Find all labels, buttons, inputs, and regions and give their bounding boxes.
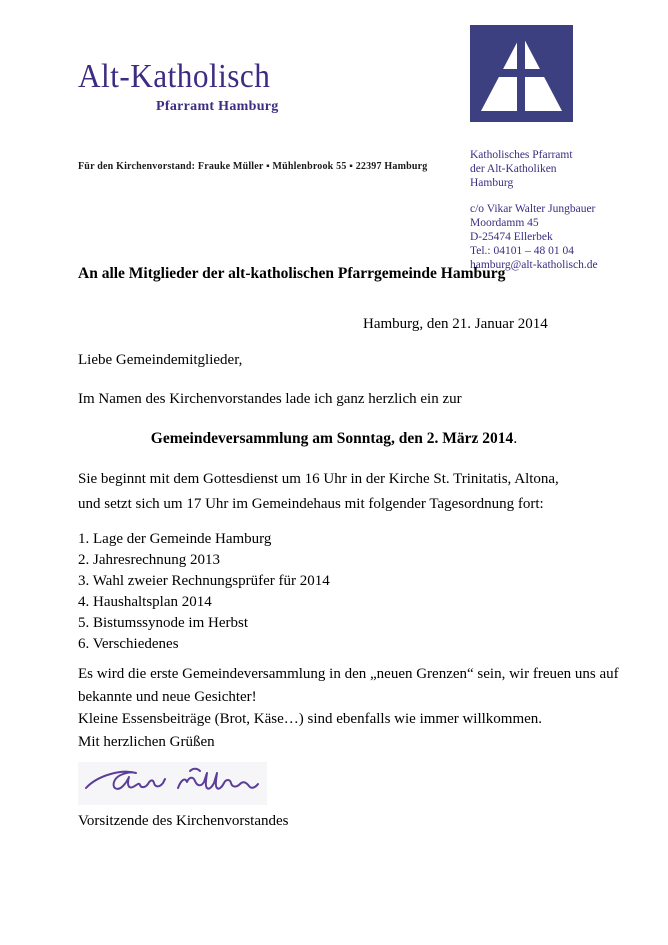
agenda-item: 1. Lage der Gemeinde Hamburg (78, 531, 272, 547)
body-line: bekannte und neue Gesichter! (78, 688, 257, 705)
office-name-line: der Alt-Katholiken (470, 163, 557, 175)
date-line: Hamburg, den 21. Januar 2014 (363, 316, 548, 332)
agenda-item: 6. Verschiedenes (78, 636, 179, 652)
office-name-line: Hamburg (470, 177, 514, 189)
office-email: hamburg@alt-katholisch.de (470, 259, 598, 271)
agenda-item: 5. Bistumssynode im Herbst (78, 615, 249, 631)
office-contact-group (470, 202, 645, 272)
sender-return-address: Für den Kirchenvorstand: Frauke Müller ▪ Mühlenbrook 55 ▪ 22397 Hamburg (78, 161, 428, 172)
agenda-item: 3. Wahl zweier Rechnungsprüfer für 2014 (78, 573, 330, 589)
office-street: Moordamm 45 (470, 217, 539, 229)
brand-subtitle: Pfarramt Hamburg (156, 99, 279, 114)
intro-line: Im Namen des Kirchenvorstandes lade ich ganz herzlich ein zur (78, 391, 462, 407)
office-name-line: Katholisches Pfarramt (470, 149, 573, 161)
recipient-line: An alle Mitglieder der alt-katholischen Pfarrgemeinde Hamburg (78, 265, 506, 282)
salutation: Liebe Gemeindemitglieder, (78, 352, 243, 368)
brand-title: Alt-Katholisch (78, 58, 271, 95)
signoff-role: Vorsitzende des Kirchenvorstandes (78, 813, 289, 829)
body-line: Sie beginnt mit dem Gottesdienst um 16 Uhr in der Kirche St. Trinitatis, Altona, (78, 471, 559, 487)
office-contact-person: c/o Vikar Walter Jungbauer (470, 203, 596, 215)
signature-image (78, 762, 267, 805)
meeting-headline-text: Gemeindeversammlung am Sonntag, den 2. März 2014 (150, 430, 514, 447)
meeting-headline (78, 430, 590, 448)
closing-greeting: Mit herzlichen Grüßen (78, 733, 215, 750)
office-name-group (470, 148, 645, 190)
body-paragraph-2 (78, 663, 619, 753)
body-paragraph-1 (78, 467, 559, 517)
body-line: Es wird die erste Gemeindeversammlung in den „neuen Grenzen“ sein, wir freuen uns auf (78, 666, 619, 682)
triangle-cross-logo-icon (470, 25, 573, 122)
office-city: D-25474 Ellerbek (470, 231, 553, 243)
meeting-headline-period: . (513, 430, 518, 447)
office-address-block (470, 148, 645, 272)
agenda-item: 2. Jahresrechnung 2013 (78, 552, 221, 568)
body-line: Kleine Essensbeiträge (Brot, Käse…) sind ebenfalls wie immer willkommen. (78, 711, 543, 727)
agenda-item: 4. Haushaltsplan 2014 (78, 594, 212, 610)
signature-strokes (86, 769, 258, 789)
office-phone: Tel.: 04101 – 48 01 04 (470, 245, 574, 257)
agenda-list (78, 529, 330, 655)
body-line: und setzt sich um 17 Uhr im Gemeindehaus mit folgender Tagesordnung fort: (78, 496, 544, 512)
